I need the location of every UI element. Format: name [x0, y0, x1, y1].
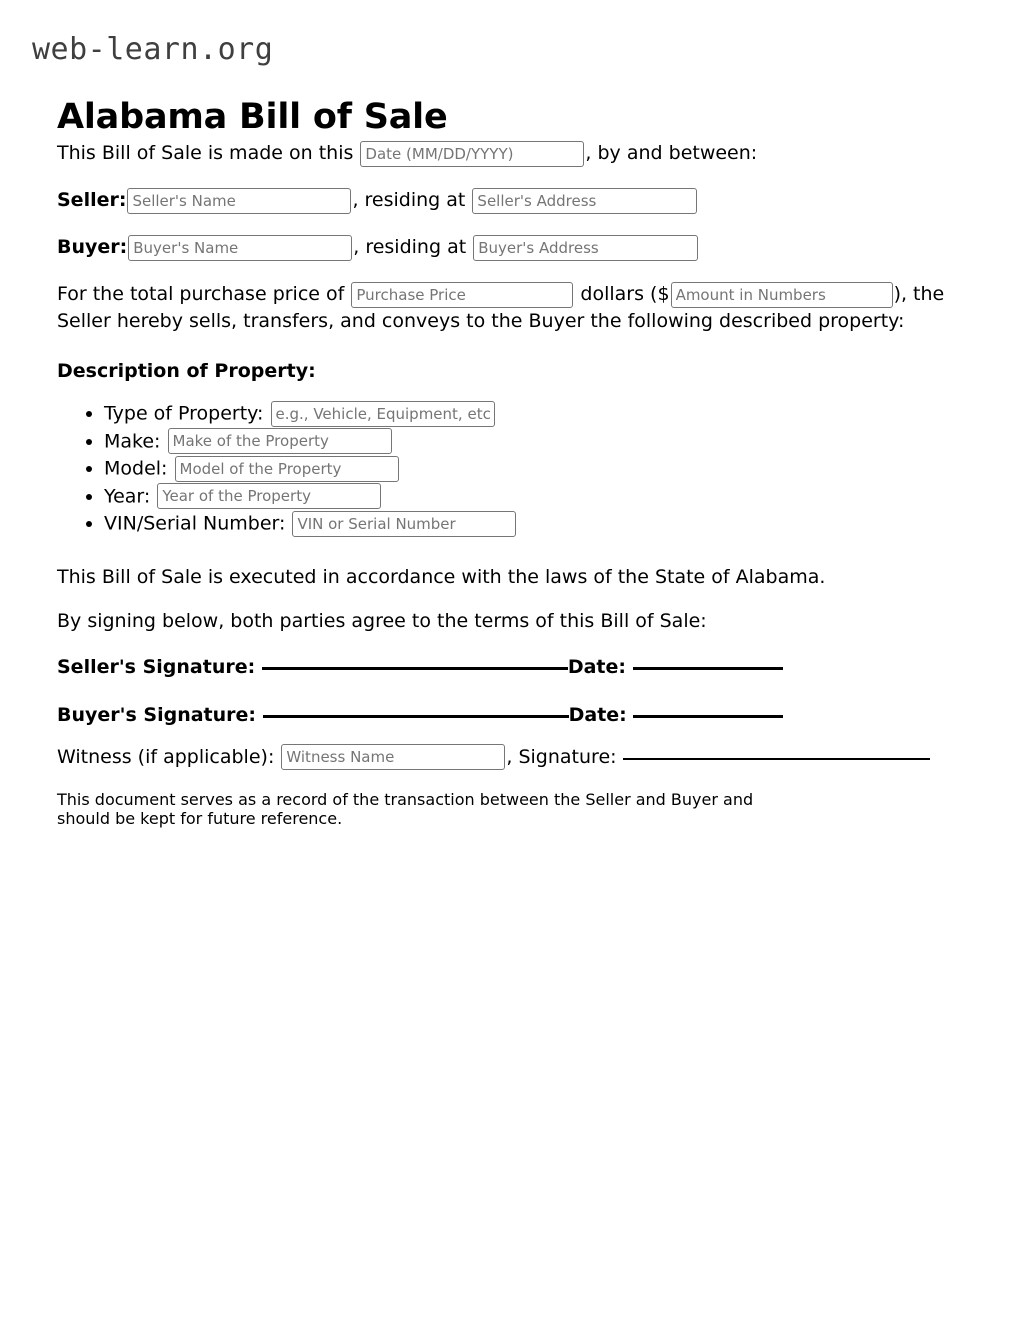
date-input[interactable] — [360, 141, 584, 167]
list-item — [104, 483, 975, 510]
buyer-name-input[interactable] — [128, 235, 352, 261]
property-year-label: Year: — [104, 485, 157, 507]
spacer — [57, 680, 975, 702]
site-name: web-learn.org — [32, 32, 274, 67]
purchase-price-paragraph — [57, 281, 975, 334]
buyer-row — [57, 234, 975, 261]
witness-row — [57, 744, 975, 771]
spacer — [57, 590, 975, 608]
seller-label: Seller: — [57, 189, 127, 211]
price-second-line: Seller hereby sells, transfers, and conveys to the Buyer the following described property: — [57, 310, 905, 332]
spacer — [57, 634, 975, 654]
buyer-date-line[interactable] — [633, 715, 783, 718]
purchase-price-input[interactable] — [351, 282, 573, 308]
law-statement: This Bill of Sale is executed in accordance with the laws of the State of Alabama. — [57, 565, 826, 588]
seller-signature-label: Seller's Signature: — [57, 655, 262, 678]
buyer-signature-line[interactable] — [263, 715, 569, 718]
property-make-input[interactable] — [168, 428, 392, 454]
buyer-label: Buyer: — [57, 236, 128, 258]
spacer — [57, 728, 975, 744]
buyer-residing-text: , residing at — [353, 236, 473, 258]
list-item — [104, 400, 975, 427]
list-item — [104, 455, 975, 482]
spacer — [57, 538, 975, 564]
footer-note-line2: should be kept for future reference. — [57, 809, 343, 828]
page-title: Alabama Bill of Sale — [57, 97, 448, 138]
property-vin-input[interactable] — [292, 511, 516, 537]
spacer — [57, 382, 975, 400]
footer-note-line1: This document serves as a record of the transaction between the Seller and Buyer and — [57, 790, 754, 809]
price-text-before: For the total purchase price of — [57, 283, 351, 305]
document-body — [57, 140, 975, 828]
seller-name-input[interactable] — [127, 188, 351, 214]
seller-residing-text: , residing at — [352, 189, 472, 211]
witness-signature-line[interactable] — [623, 758, 930, 760]
list-item — [104, 510, 975, 537]
seller-address-input[interactable] — [472, 188, 697, 214]
property-vin-label: VIN/Serial Number: — [104, 512, 292, 535]
seller-row — [57, 187, 975, 214]
intro-text-after: , by and between: — [585, 142, 758, 164]
property-make-label: Make: — [104, 430, 167, 452]
witness-signature-label: , Signature: — [506, 745, 623, 768]
price-text-after: ), the — [893, 283, 945, 305]
buyer-signature-row — [57, 702, 975, 728]
property-type-input[interactable] — [271, 401, 495, 427]
witness-label: Witness (if applicable): — [57, 745, 281, 768]
property-section-title: Description of Property: — [57, 360, 316, 382]
spacer — [57, 261, 975, 281]
property-model-label: Model: — [104, 457, 174, 480]
property-list — [57, 400, 975, 537]
seller-signature-line[interactable] — [262, 667, 568, 670]
agreement-statement: By signing below, both parties agree to the terms of this Bill of Sale: — [57, 609, 707, 632]
property-model-input[interactable] — [175, 456, 399, 482]
spacer — [57, 214, 975, 234]
footer-note — [57, 790, 975, 828]
witness-name-input[interactable] — [281, 744, 505, 770]
spacer — [57, 167, 975, 187]
property-year-input[interactable] — [157, 483, 381, 509]
property-type-label: Type of Property: — [104, 402, 270, 425]
buyer-signature-label: Buyer's Signature: — [57, 703, 263, 726]
seller-signature-row — [57, 654, 975, 680]
seller-date-line[interactable] — [633, 667, 783, 670]
intro-row — [57, 140, 975, 167]
buyer-address-input[interactable] — [473, 235, 698, 261]
amount-in-numbers-input[interactable] — [671, 282, 893, 308]
list-item — [104, 428, 975, 455]
price-row — [57, 281, 975, 308]
spacer — [57, 334, 975, 360]
price-text-middle: dollars ($ — [574, 283, 670, 305]
intro-text-before: This Bill of Sale is made on this — [57, 142, 360, 164]
buyer-date-label: Date: — [568, 703, 634, 726]
spacer — [57, 770, 975, 790]
seller-date-label: Date: — [567, 655, 633, 678]
